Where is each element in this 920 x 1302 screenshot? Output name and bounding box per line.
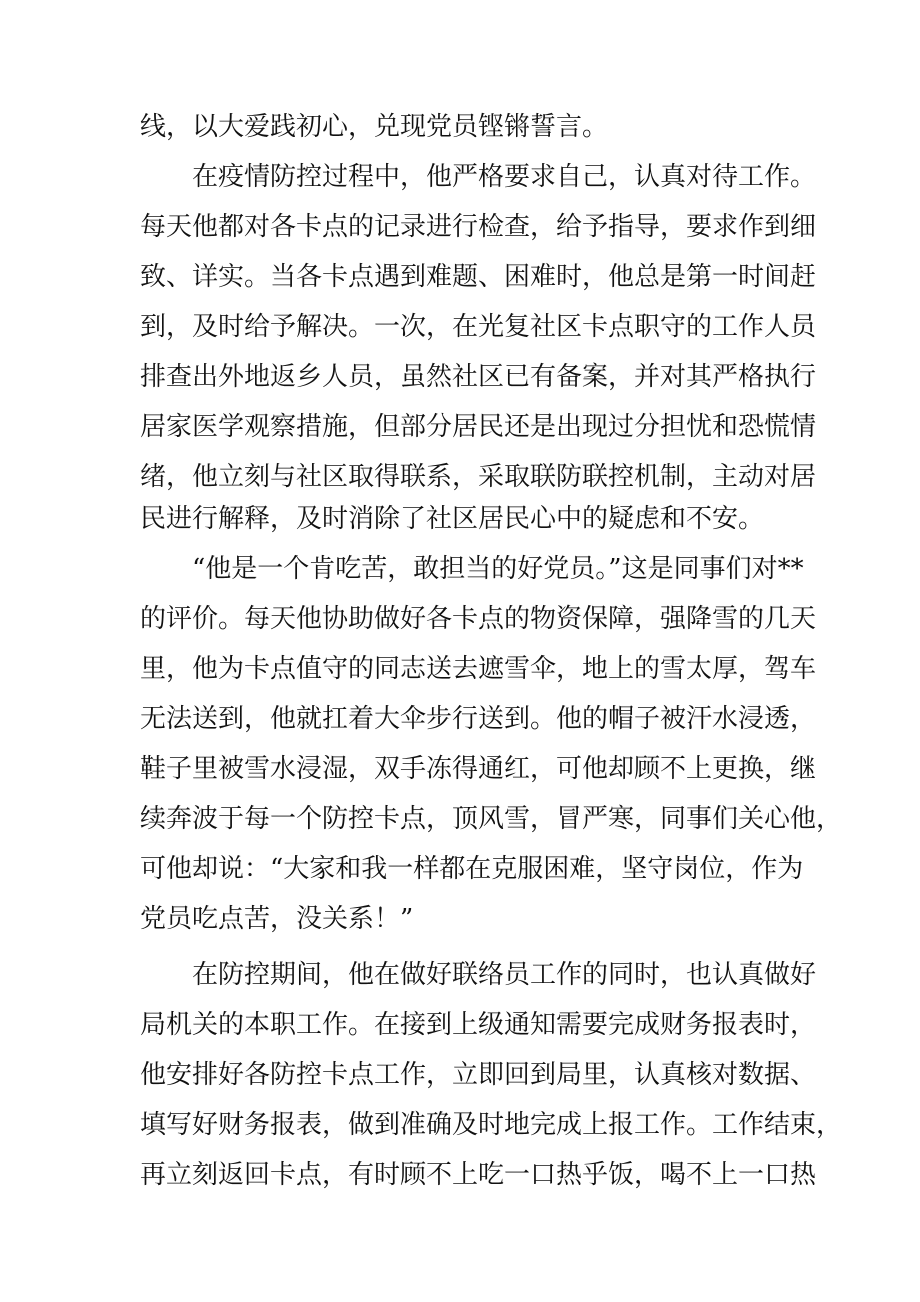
text-line: “他是一个肯吃苦，敢担当的好党员。”这是同事们对** — [192, 554, 804, 584]
text-line: 排查出外地返乡人员，虽然社区已有备案，并对其严格执行 — [140, 362, 817, 392]
text-line: 无法送到，他就扛着大伞步行送到。他的帽子被汗水浸透， — [140, 704, 817, 734]
text-line: 到，及时给予解决。一次，在光复社区卡点职守的工作人员 — [140, 312, 817, 342]
text-line: 局机关的本职工作。在接到上级通知需要完成财务报表时， — [140, 1010, 817, 1040]
text-line: 居家医学观察措施，但部分居民还是出现过分担忧和恐慌情 — [140, 412, 817, 442]
text-line: 里，他为卡点值守的同志送去遮雪伞，地上的雪太厚，驾车 — [140, 654, 817, 684]
text-line: 民进行解释，及时消除了社区居民心中的疑虑和不安。 — [140, 504, 765, 534]
text-line: 线，以大爱践初心，兑现党员铿锵誓言。 — [140, 112, 609, 142]
text-line: 绪，他立刻与社区取得联系，采取联防联控机制，主动对居 — [140, 462, 817, 492]
text-line: 的评价。每天他协助做好各卡点的物资保障，强降雪的几天 — [140, 604, 817, 634]
text-line: 在防控期间，他在做好联络员工作的同时，也认真做好 — [192, 960, 817, 990]
text-line: 党员吃点苦，没关系！” — [140, 904, 414, 934]
text-line: 填写好财务报表，做到准确及时地完成上报工作。工作结束， — [140, 1110, 843, 1140]
text-line: 致、详实。当各卡点遇到难题、困难时，他总是第一时间赶 — [140, 262, 817, 292]
text-line: 再立刻返回卡点，有时顾不上吃一口热乎饭，喝不上一口热 — [140, 1160, 817, 1190]
text-line: 鞋子里被雪水浸湿，双手冻得通红，可他却顾不上更换，继 — [140, 754, 817, 784]
text-line: 在疫情防控过程中，他严格要求自己，认真对待工作。 — [192, 162, 817, 192]
text-line: 可他却说：“大家和我一样都在克服困难，坚守岗位，作为 — [140, 854, 804, 884]
text-line: 每天他都对各卡点的记录进行检查，给予指导，要求作到细 — [140, 212, 817, 242]
text-line: 他安排好各防控卡点工作，立即回到局里，认真核对数据、 — [140, 1060, 817, 1090]
text-line: 续奔波于每一个防控卡点，顶风雪，冒严寒，同事们关心他， — [140, 804, 843, 834]
